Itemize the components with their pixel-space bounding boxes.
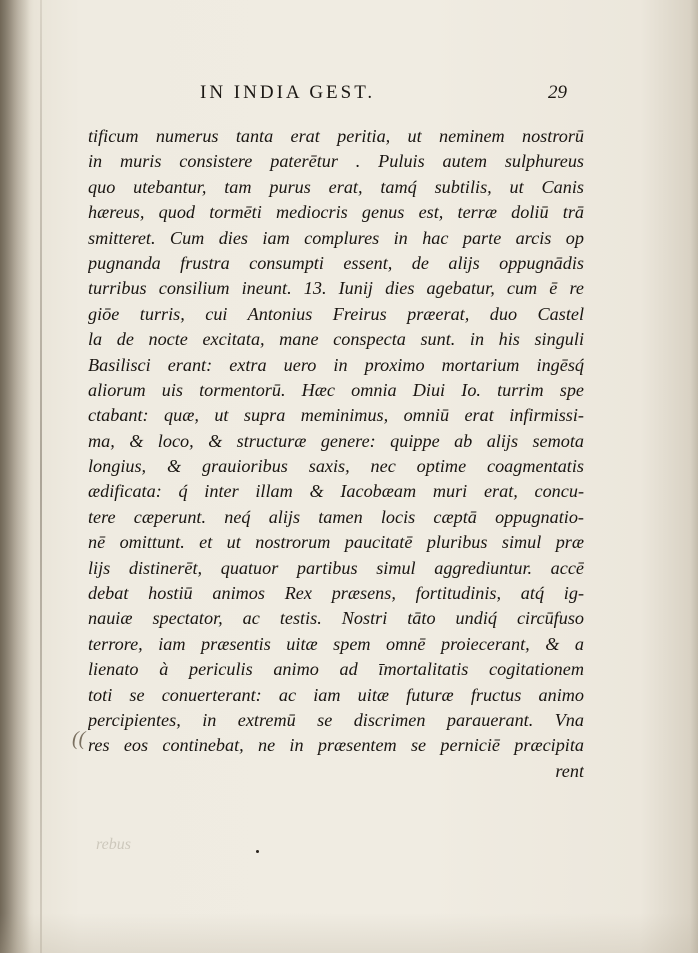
text-line: la de nocte excitata, mane conspecta sunt. in his singuli xyxy=(88,329,584,350)
text-line: nē omittunt. et ut nostrorum paucitatē pluribus simul præ xyxy=(88,532,584,553)
text-line: hæreus, quod tormēti mediocris genus est, terræ doliū trā xyxy=(88,202,584,223)
binding-shadow xyxy=(0,0,30,953)
text-line: quo utebantur, tam purus erat, tamq́ subtilis, ut Canis xyxy=(88,176,584,197)
text-line: smitteret. Cum dies iam complures in hac parte arcis op xyxy=(88,227,584,248)
text-line: lienato à periculis animo ad īmortalitatis cogitationem xyxy=(88,659,584,680)
text-line: res eos continebat, ne in præsentem se perniciē præcipita xyxy=(88,735,584,756)
text-line: terrore, iam præsentis uitæ spem omnē proiecerant, & a xyxy=(88,633,584,654)
gutter-crease xyxy=(40,0,42,953)
page-number: 29 xyxy=(548,82,567,103)
text-line: aliorum uis tormentorū. Hæc omnia Diui Io. turrim spe xyxy=(88,379,584,400)
text-line: giōe turris, cui Antonius Freirus præerat, duo Castel xyxy=(88,303,584,324)
text-line: nauiæ spectator, ac testis. Nostri tāto undiq́ circūfuso xyxy=(88,608,584,629)
text-line: debat hostiū animos Rex præsens, fortitudinis, atq́ ig- xyxy=(88,583,584,604)
catchword: rent xyxy=(555,760,584,781)
page-bottom-shade xyxy=(0,913,698,953)
text-line: ctabant: quæ, ut supra meminimus, omniū erat infirmissi- xyxy=(88,405,584,426)
text-line: percipientes, in extremū se discrimen parauerant. Vna xyxy=(88,709,584,730)
ink-speck xyxy=(256,850,259,853)
text-line: toti se conuerterant: ac iam uitæ futuræ fructus animo xyxy=(88,684,584,705)
text-line: pugnanda frustra consumpti essent, de alijs oppugnādis xyxy=(88,252,584,273)
bleed-through-text: rebus xyxy=(96,836,131,853)
text-line: tere cæperunt. neq́ alijs tamen locis cæptā oppugnatio- xyxy=(88,506,584,527)
text-line: turribus consilium ineunt. 13. Iunij dies agebatur, cum ē re xyxy=(88,278,584,299)
text-line: ædificata: q́ inter illam & Iacobæam muri erat, concu- xyxy=(88,481,584,502)
text-line: longius, & grauioribus saxis, nec optime coagmentatis xyxy=(88,456,584,477)
text-line: ma, & loco, & structuræ genere: quippe ab alijs semota xyxy=(88,430,584,451)
text-line: in muris consistere paterētur . Puluis autem sulphureus xyxy=(88,151,584,172)
text-line: tificum numerus tanta erat peritia, ut neminem nostrorū xyxy=(88,126,584,146)
running-head: IN INDIA GEST. xyxy=(200,82,376,103)
text-line: lijs distinerēt, quatuor partibus simul aggrediuntur. accē xyxy=(88,557,584,578)
margin-pencil-mark: (( xyxy=(72,728,86,750)
body-text xyxy=(88,124,584,784)
text-line: Basilisci erant: extra uero in proximo mortarium ingēsq́ xyxy=(88,354,584,375)
